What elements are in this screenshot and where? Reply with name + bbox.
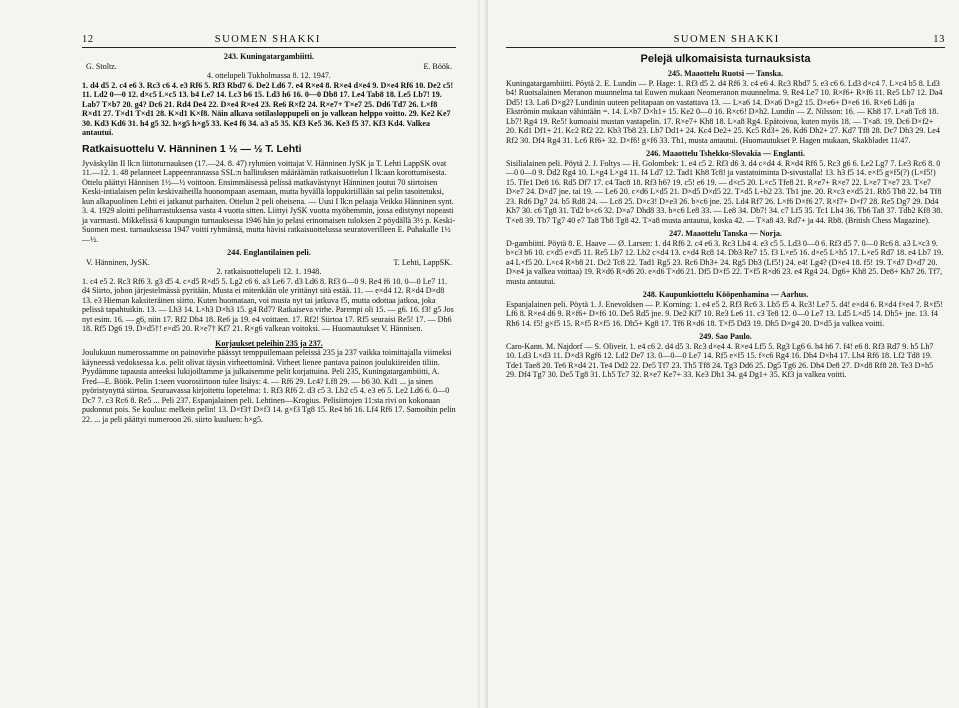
left-page-header — [82, 34, 456, 48]
game-243-title: 243. Kuningatargambiitti. — [223, 52, 315, 61]
game-246-title: 246. Maaottelu Tshekko-Slovakia — Englanti. — [646, 149, 805, 158]
game-243-white: G. Stoltz. — [86, 61, 117, 71]
left-page-number: 12 — [82, 34, 94, 45]
right-page-header — [506, 34, 945, 48]
right-page-header-title: SUOMEN SHAKKI — [673, 34, 780, 45]
korjaukset-text: Joulukuun numerossamme on painovirhe päässyt temppuilemaan peleissä 235 ja 237 vaikka toimittajalla viimeksi käyneessä vedoksessa k.o. pelit olivat täysin virheettominä. Virheet lienee pantava painon joulukiireiden tiliin. Pyydämme tapausta anteeksi lukijoiltamme ja julkaisemme pelit korjattuina. Peli 235, Kuningatargambiitti, A. Fred—E. Böök. Pelin 1:seen vuorosiirtoon tulee lisäys: 4. — Rf6 29. Lc4? Lf8 29. — b6 30. Kd1 ... ja sinen pyöristynyttä siirtoa. Seuraavassa kirjoitettu lopetelma: 1. Rf3 Rf6 2. d3 c5 3. Lb2 c5 4. e3 e6 5. Le2 Ld6 6. 0—0 Dc7 7. c3 Rc6 8. Re5 ... Peli 237. Espanjalainen peli. Lehtinen—Krogius. Pelisiirtojen 11:sta rivi on kokonaan pudonnut pois. Se kuuluu: melkein pelin! 13. D×f3† D×f3 14. g×f3 Tg8 15. Re4 h6 16. Lf4 Rf6 17. Samoihin pelin 22. ... ja peli päättyi numeroon 26. siirto kuuluen: h×g5. — [82, 348, 456, 424]
game-243-info: 4. ottelupeli Tukholmassa 8. 12. 1947. — [207, 71, 331, 80]
game-244-black: T. Lehti, LappSK. — [393, 257, 452, 267]
game-247-text: D-gambiitti. Pöytä 8. E. Haave — Ø. Larsen: 1. d4 Rf6 2. c4 e6 3. Rc3 Lb4 4. e3 c5 5. Ld3 0—0 6. Rf3 d5 7. 0—0 Rc6 8. a3 L×c3 9. b×c3 b6 10. c×d5 e×d5 11. Re5 Lb7 12. Lb2 c×d4 13. c×d4 Rc8 14. Db3 Re7 15. f3 L×e5 16. d×e5 L×h5 17. L×e5 Rd7 18. e4 Lb7 19. a4 L×f5 20. L×c4 R×b8 21. Dc2 Tc8 22. Tad1 Rg5 23. Rc6 Dh3+ 24. Rg5 Db3 (Lf5!) 24. e4! Lg4? (D×e4 18. f5! 19. T×d7 D×d7 20. D×e4 ja valkea voittaa) 19. R×d6 R×d6 20. e×d6 T×d6 21. Df5 D×f5 22. T×f5 R×d6 23. e4 Rg4 24. Dg6+ Kh8 25. De8+ Kh7 26. Tf7, musta antautui. — [506, 238, 944, 286]
right-page — [488, 0, 959, 708]
game-249-text: Caro-Kann. M. Najdorf — S. Oliveir. 1. e4 c6 2. d4 d5 3. Rc3 d×e4 4. R×e4 Lf5 5. Rg3 Lg6 6. h4 h6 7. f4! e6 8. Rf3 Rd7 9. h5 Lh7 10. Ld3 L×d3 11. D×d3 Rgf6 12. Ld2 De7 13. 0—0—0 Le7 14. Rf5 e×f5 15. f×c6 Rg4 16. Dh4 D×h4 17. Lh4 Rf6 18. Lf2 Td8 19. Tde1 Tae8 20. Te6 R×d4 21. Te4 Dd2 22. De5 Tf7 23. Th5 Tf8 24. Tg3 Dd6 25. Dg5 Tg6 26. Dh4 De8 27. D×d8 Rf8 28. Te3 D×h5 29. Df4 Tg7 30. De5 Tg8 31. Lh5 Tc7 32. R×e7 Ke7+ 33. Ke3 Dh1 34. g4 Dg1+ 35. Kf3 ja valkea voitti. — [506, 341, 934, 379]
game-246-text: Sisilialainen peli. Pöytä 2. J. Foltys — H. Golombek: 1. e4 c5 2. Rf3 d6 3. d4 c×d4 4. R×d4 Rf6 5. Rc3 g6 6. Le2 Lg7 7. Le3 Rc6 8. 0—0 0—0 9. Dd2 Rg4 10. L×g4 L×g4 11. f4 Ld7 12. Tad1 Kh8 Tc8! ja vastatoiminta D-sivustalla! 13. h3 f5 14. e×f5 g×f5(?) (L×f5!) 15. Tfe1 De8 16. Rd5 Df7 17. c4 Tac8 18. Rf3 h6? 19. c5! e6 19. — d×c5 20. L×c5 Tfe8 21. R×e7+ R×e7 22. L×e7 T×e7 23. T×e7 D×e7 24. D×d7 jne. tai 19. — Le6 20. c×d6 L×d5 21. D×d5 D×d5 22. T×d5 L÷b2 23. Tb1 jne. 20. R×c3 e×d5 21. Rb5 Tb8 22. b4 Tf8 23. Rd6 Dg7 24. b5 Rd8 24. — Lc8 25. D×c3! D×e3 26. b×c6 jne. 25. Ld4 Rf7 26. L×f6 D×f6 27. R×f7+ D×f7 28. Re5 Dg7 29. Dd4 Kh7 30. c6 Tg8 31. Td2 b×c6 32. D×a7 Dhd8 33. b×c6 Le8 33. — Le8 34. Db7! 34. c7 Lf5 35. Tc1 Lh4 36. Tb6 Ta8 37. Tdb2 Kf8 38. T×e8 39. Tb7 Tg7 40 e7 Ta8 Tb8 Tg8 42. T×a8 musta antautui, koska 42. — T×a8 43. Rd7+ ja 44. Rb8. (British Chess Magazine). — [506, 158, 943, 225]
right-page-number: 13 — [933, 34, 945, 45]
game-244-title: 244. Englantilainen peli. — [227, 248, 311, 257]
hanninen-section-text: Jyväskylän II lk:n liittoturnauksen (17.—24. 8. 47) ryhmien voittajat V. Hänninen JySK ja T. Lehti LappSK ovat 11.—12. 1. 48 pelanneet Lappeenrannassa SSL:n hallituksen määräämän ratkaisuottelun I lk:aan korottumisesta. Ottelu päättyi Hännisen 1½—½ voittoon. Ensimmäisessä pelissä matkavästynyt Hänninen joutui 70 siirtoisen Keski-intialaisen pelin keskivaiheilla huonompaan asemaan, mutta hyvällä loppukiriillään sai pelin tasoitetuksi, kun alkapuolinen Lehti ei jatkanut parhaiten. Ottelun 2 peli oheisena. — Uusi I lk:n pelaaja Veikko Hänninen synt. 3. 4. 1929 aloitti peliharrastuksensa vasta 4 vuotta sitten. Liittyi JySK vuotta myöhemmin, jossa edistynyt nopeasti ja varmasti. Mikkelissä 6 kaupungin turnauksessa 1946 hän jo pelasi erinomaisen tuloksen 2 pöydällä 3½ p. Keski-Suomen mest. turnauksessa 1947 voitti ryhmänsä, mutta hävisi ratkaisuottelussa seuratoverilleen E. Puhakalle 1½—½. — [82, 158, 455, 244]
game-243-moves: 1. d4 d5 2. c4 e6 3. Rc3 c6 4. e3 Rf6 5. Rf3 Rbd7 6. De2 Ld6 7. e4 R×e4 8. R×e4 d×e4 9. D×e4 Rf6 10. De2 c5! 11. Ld2 0—0 12. d×c5 L×c5 13. b4 Le7 14. Lc3 b6 15. Ld3 h6 16. 0—0 Db8 17. Le4 Tab8 18. Le5 Lb7! 19. Lab7 T×b7 20. g4? Dc6 21. Rd4 De4 22. D×e4 R×e4 23. Re6 R×f2 24. R×e7+ T×e7 25. Dd6 Td7 26. L×f8 R×d1 27. T×d1 T×d1 28. K×d1 K×f8. Näin alkava sotilasloppupeli on jo valkean helppo voitto. 29. Ke2 Ke7 30. Kd3 Kd6 31. h4 g5 32. h×g5 h×g5 33. Ke4 f6 34. a3 a5 35. Kf3 Ke5 36. Ke3 f5 37. Kf3 Kd4. Valkea antautui. — [82, 80, 454, 137]
korjaukset-title: Korjaukset peleihin 235 ja 237. — [215, 338, 323, 348]
game-244-moves: 1. c4 e5 2. Rc3 Rf6 3. g3 d5 4. c×d5 R×d5 5. Lg2 c6 6. a3 Le6 7. d3 Ld6 8. Rf3 0—0 9. Re4 f6 10. 0—0 Le7 11. d4 Siirto, johon järjestelmässä pyritään. Musta ei mitenkään ole yrittänyt sitä estää. 11. — e×d4 12. R×d4 D×d8 13. e3 Hieman kaksiteräinen siirto. Kuten huomataan, voi musta nyt tai jatkuva f5, mutta odottaa jatkoa, joka pelissä tapahtuikin. 13. — Lh3 14. L×h3 D×h3 15. g4 Rd7? Ratkaiseva virhe. Parempi oli 15. — g6. 16. f3! g5 Jos nyt esim. 16. — g6, niin 17. Rf2 Dh4 18. Re6 ja 19. e4 voittaen. 17. Rf2! Siirtoa 17. Rf5 seuraisi Re5! 17. — Dh6 18. Rf5 Dg6 19. D×d5†! e×d5 20. R×e7† Kf7 21. R×g6 valkean voitoksi. — Huomautukset V. Hännisen. — [82, 276, 454, 333]
game-248-title: 248. Kaupunkiottelu Kööpenhamina — Aarhus. — [642, 290, 809, 299]
game-245-title: 245. Maaottelu Ruotsi — Tanska. — [667, 69, 784, 78]
left-page — [0, 0, 470, 708]
game-244-players — [82, 258, 456, 268]
left-page-header-title: SUOMEN SHAKKI — [214, 34, 321, 45]
right-page-main-title: Pelejä ulkomaisista turnauksista — [640, 53, 811, 65]
game-245-text: Kuningatargambiitti. Pöytä 2. E. Lundin — P. Hage: 1. Rf3 d5 2. d4 Rf6 3. c4 e6 4. Rc3 Rbd7 5. e3 c6 6. Ld3 d×c4 7. L×c4 b5 8. Ld3 b4! Ruotsalainen Meranon muunnelma tai Euwen mukaan Neomeranon muunnelma. 9. Re4 Le7 10. R×f6+ R×f6 11. Re5 Lb7 12. Da4 Dd5! 13. La6 D×g2? Lundinin uuteen pelitapaan on vastattava 13. — L×a6 14. D×a6 D×g2 15. D×e6+ D×e6 16. R×e6 Ld6 ja Ekströmin mukaan vähintään =. 14. L×b7 D×h1+ 15. Ke2 0—0 16. R×c6! D×h2. Lundin — Z. Nilsson: 16. — Kh8 17. L×a8 Tc8 18. Lb7! Rg4 19. Re5! kumoaisi mustan vastapelin. 17. R×e7+ Kh8 18. L×a8 Rg4. Epätoivoa, kuten myös 18. — T×a8. 19. Dc6 D×f2+ 20. Kd1 Df1+ 21. Kc2 Rf2 22. Kb3 Tb8 23. Lb7 Dd1+ 24. Kc4 De2+ 25. Kc5 Rd3+ 26. Kd6 Dh2+ 27. Kd7 Tf8 28. Dc7 Dh3 29. Le4 Rf2 30. Df4 Rg4 31. Lc6 Rf6+ 32. D×f6! g×f6 33. Th1, musta antautui. (Huomautukset P. Hagen mukaan, Skakbladet 11/47. — [506, 78, 943, 145]
game-248-text: Espanjalainen peli. Pöytä 1. J. Enevoldsen — P. Korning: 1. e4 e5 2. Rf3 Rc6 3. Lb5 f5 4. Rc3! Le7 5. d4! e×d4 6. R×d4 f×e4 7. R×f5! Lf6 8. R×e4 d6 9. R×f6+ D×f6 10. De5 Rd5 jne. 9. De2 Kf7 10. Re3 Le6 11. c3 Te8 12. 0—0 Le7 13. Ld5 L×d5 14. Dh5+ jne. 13. f4 Rh6 14. f5! g×f5 15. R×f5 R×f5 16. Dh5+ Kg8 17. Tf6 R×d6 18. T×f5 Dd3 19. Dh5 D×g4 20. D×d5 ja valkea voitti. — [506, 299, 944, 328]
game-244-info: 2. ratkaisuottelupeli 12. 1. 1948. — [216, 267, 322, 276]
game-243-black: E. Böök. — [423, 61, 452, 71]
game-249-title: 249. Sao Paulo. — [699, 332, 752, 341]
game-247-title: 247. Maaottelu Tanska — Norja. — [669, 229, 782, 238]
page-gutter — [478, 0, 488, 708]
hanninen-section-title: Ratkaisuottelu V. Hänninen 1 ½ — ½ T. Lehti — [82, 142, 302, 155]
game-244-white: V. Hänninen, JySK. — [86, 257, 150, 267]
game-243-players — [82, 62, 456, 72]
